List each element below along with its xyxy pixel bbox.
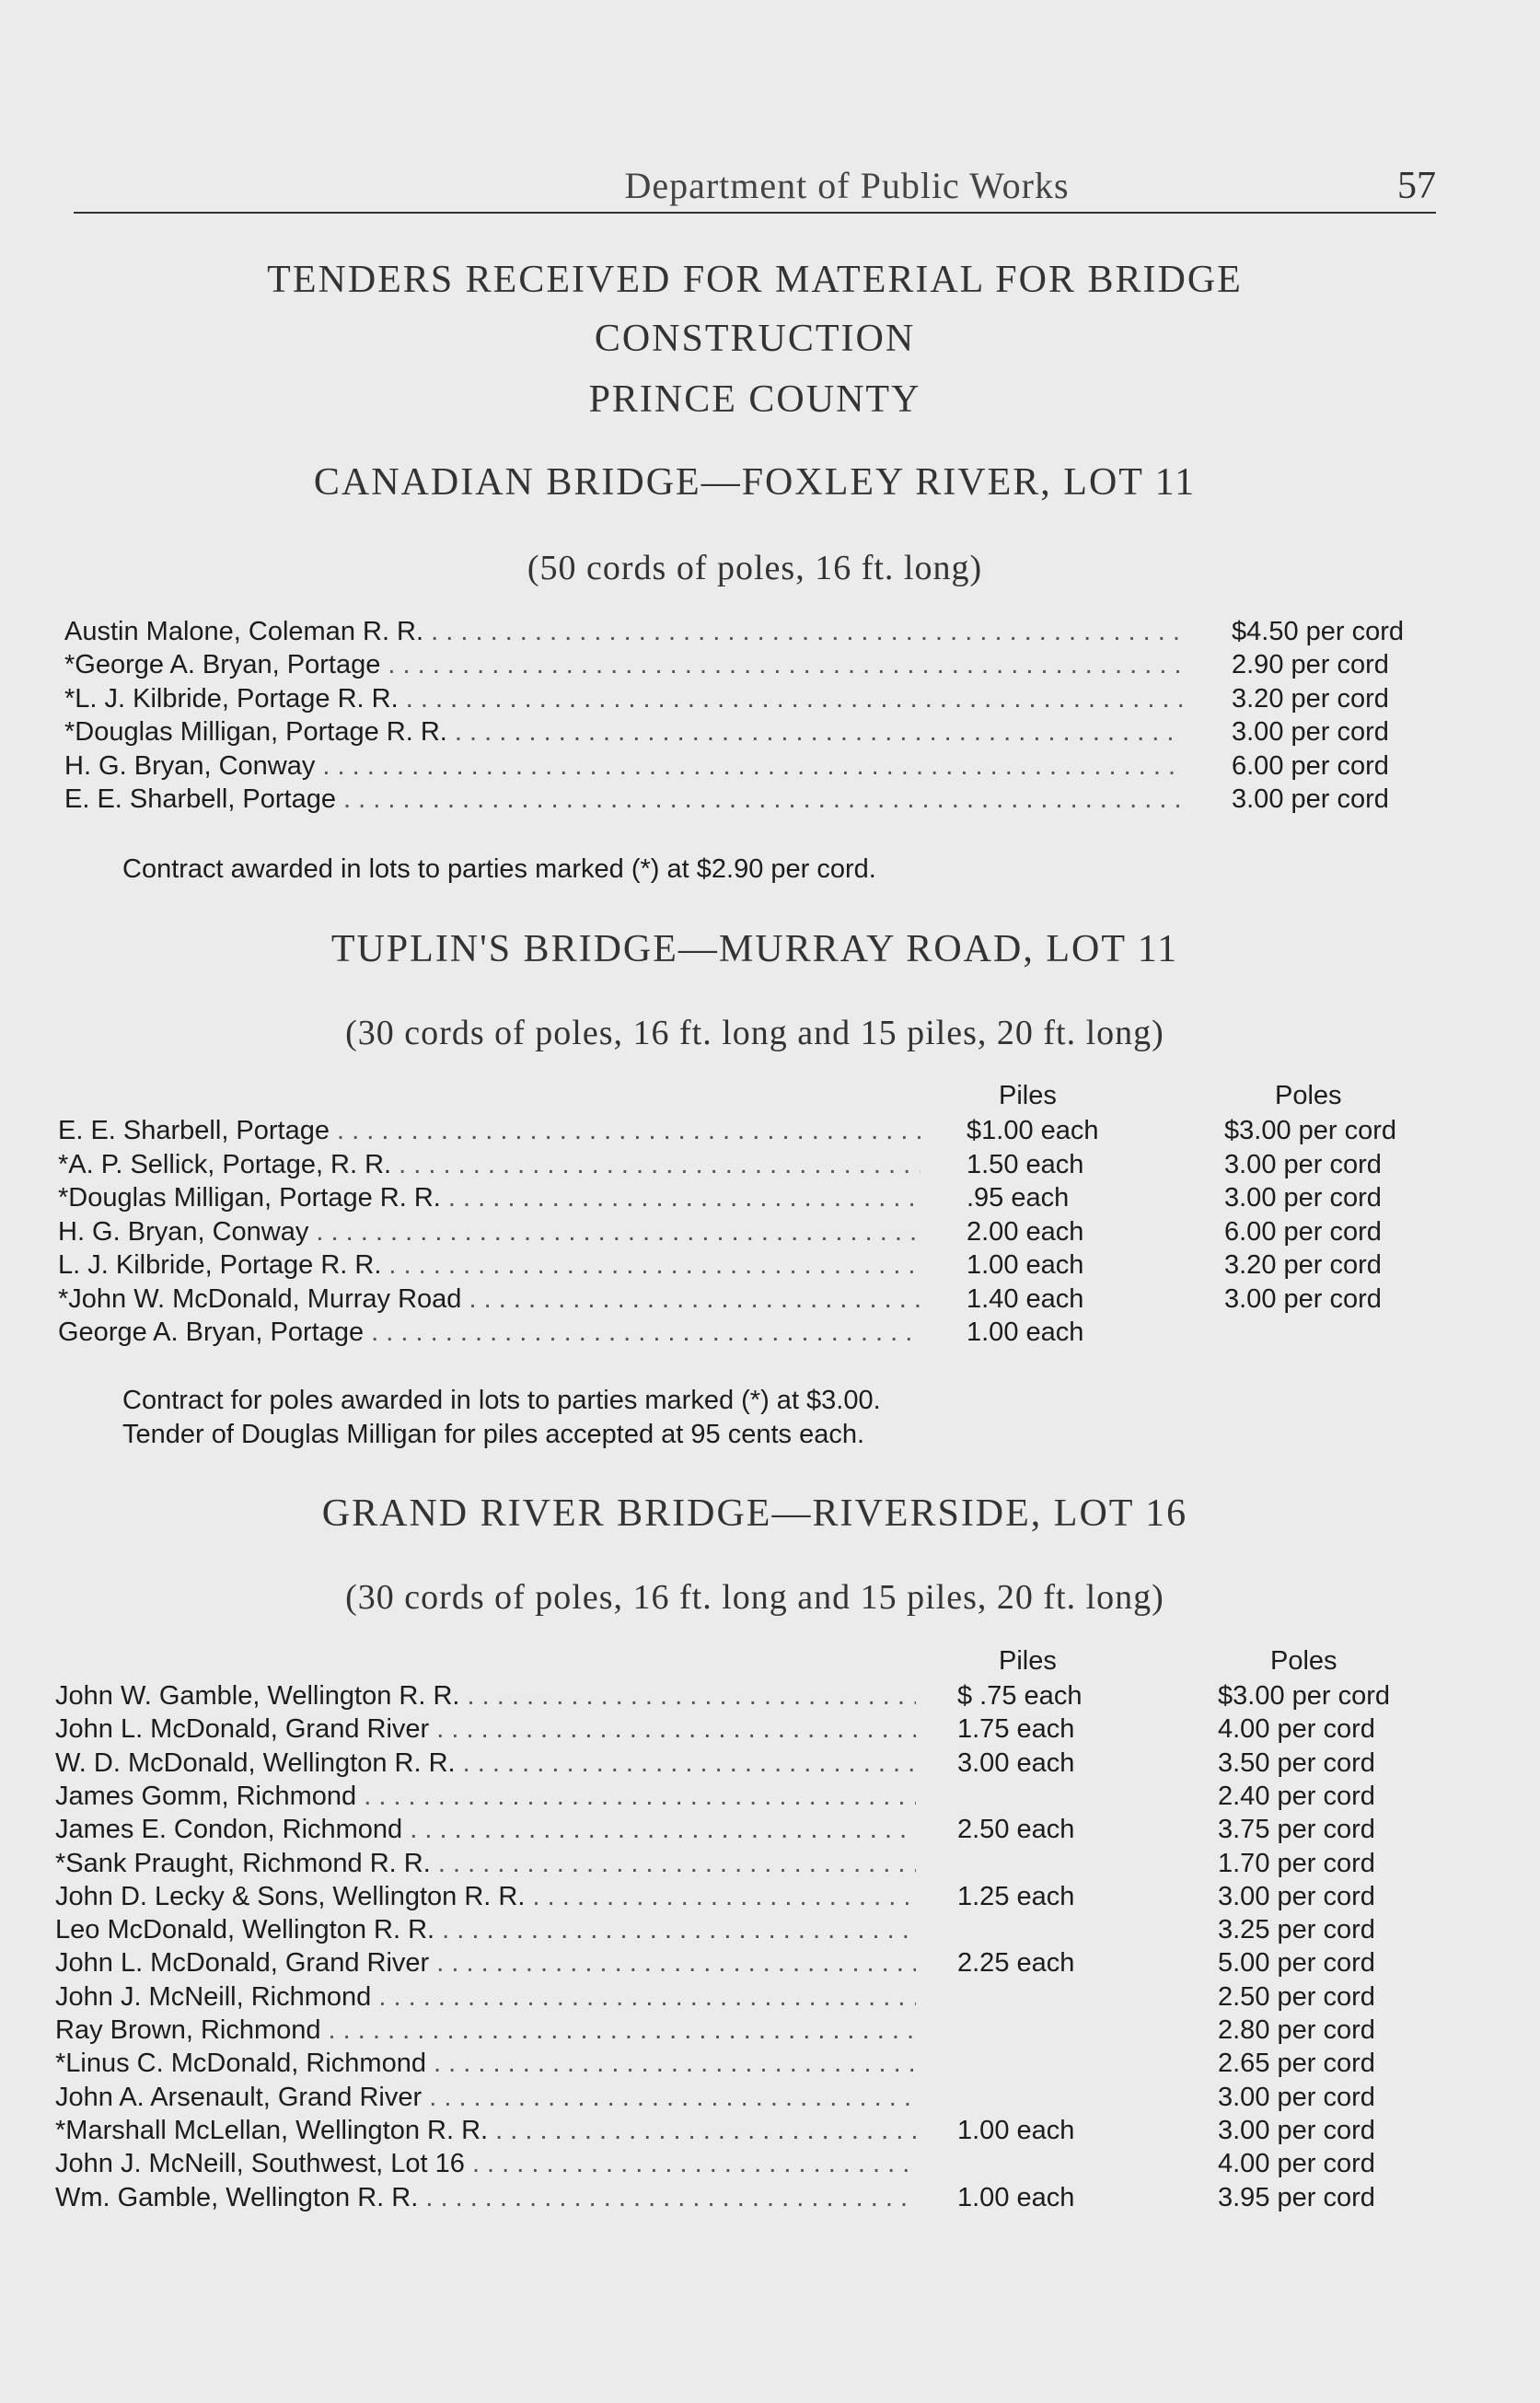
tender-row [0, 1714, 1540, 1747]
poles-price: 3.25 per cord [1218, 1915, 1375, 1945]
bidder-name: John W. Gamble, Wellington R. R. . . . [55, 1681, 916, 1712]
bidder-name: *Marshall McLellan, Wellington R. R. . . . [55, 2116, 916, 2146]
bidder-name: John D. Lecky & Sons, Wellington R. R. . . . [55, 1882, 916, 1912]
bidder-name: John J. McNeill, Southwest, Lot 16 . . . [55, 2149, 916, 2179]
piles-price: 1.25 each [957, 1881, 1075, 1911]
poles-price: 2.65 per cord [1218, 2049, 1375, 2079]
bidder-name: George A. Bryan, Portage . . . [58, 1318, 921, 1348]
bidder-name: John A. Arsenault, Grand River . . . [55, 2083, 916, 2113]
poles-price: 3.00 per cord [1218, 2115, 1375, 2145]
bidder-name: L. J. Kilbride, Portage R. R. . . . [58, 1250, 921, 1281]
piles-price: $ .75 each [957, 1681, 1083, 1711]
tender-row [0, 650, 1540, 683]
bidder-name: *John W. McDonald, Murray Road . . . [58, 1284, 921, 1315]
piles-price: 1.00 each [957, 2115, 1075, 2145]
tender-row [0, 2083, 1540, 2116]
piles-price: 3.00 each [957, 1747, 1075, 1778]
poles-price: 3.00 per cord [1218, 2082, 1375, 2112]
running-head [74, 164, 1436, 215]
poles-price: $4.50 per cord [1232, 617, 1405, 646]
poles-price: 3.20 per cord [1232, 683, 1389, 714]
poles-price: 5.00 per cord [1218, 1948, 1375, 1979]
bidder-name: James E. Condon, Richmond . . . [55, 1815, 916, 1845]
poles-price: 3.50 per cord [1218, 1747, 1375, 1778]
bidder-name: John L. McDonald, Grand River . . . [55, 1948, 916, 1979]
page-number: 57 [1397, 165, 1436, 207]
bidder-name: John J. McNeill, Richmond . . . [55, 1982, 916, 2013]
piles-price: .95 each [967, 1183, 1070, 1213]
piles-price: 1.00 each [967, 1250, 1084, 1280]
piles-price: 1.50 each [967, 1149, 1084, 1179]
poles-price: 3.00 per cord [1224, 1149, 1382, 1179]
bidder-name: *Sank Praught, Richmond R. R. . . . [55, 1849, 916, 1879]
county-heading: PRINCE COUNTY [588, 378, 921, 421]
poles-price: 2.80 per cord [1218, 2015, 1375, 2045]
piles-price: 2.00 each [967, 1216, 1084, 1247]
tender-row [0, 1849, 1540, 1882]
piles-price: 1.40 each [967, 1283, 1084, 1314]
poles-column-header: Poles [1270, 1646, 1337, 1676]
tender-row [0, 1982, 1540, 2015]
tender-row [0, 2116, 1540, 2149]
poles-price: 6.00 per cord [1232, 750, 1389, 781]
bidder-name: H. G. Bryan, Conway . . . [64, 751, 1183, 782]
contract-note: Contract for poles awarded in lots to parties marked (*) at $3.00. [122, 1386, 881, 1415]
bidder-name: H. G. Bryan, Conway . . . [58, 1217, 921, 1248]
tender-row [0, 1116, 1540, 1149]
piles-column-header: Piles [999, 1646, 1057, 1676]
tender-row [0, 2049, 1540, 2082]
tender-row [0, 1882, 1540, 1915]
section-title: TUPLIN'S BRIDGE—MURRAY ROAD, LOT 11 [330, 928, 1179, 970]
tender-row [0, 1250, 1540, 1283]
tender-row [0, 1183, 1540, 1216]
bidder-name: John L. McDonald, Grand River . . . [55, 1714, 916, 1745]
poles-price: 4.00 per cord [1218, 1714, 1375, 1745]
bidder-name: Wm. Gamble, Wellington R. R. . . . [55, 2183, 916, 2213]
main-title-line1: TENDERS RECEIVED FOR MATERIAL FOR BRIDGE [267, 259, 1243, 301]
tender-row [0, 1217, 1540, 1250]
bidder-name: *Linus C. McDonald, Richmond . . . [55, 2049, 916, 2079]
poles-price: 3.00 per cord [1232, 717, 1389, 748]
tender-row [0, 1284, 1540, 1318]
poles-price: 3.00 per cord [1232, 784, 1389, 814]
poles-price: 2.40 per cord [1218, 1781, 1375, 1811]
tender-row [0, 784, 1540, 818]
poles-price: 1.70 per cord [1218, 1848, 1375, 1878]
poles-price: 6.00 per cord [1224, 1216, 1382, 1247]
piles-price: 1.75 each [957, 1714, 1075, 1745]
bidder-name: *L. J. Kilbride, Portage R. R. . . . [64, 684, 1183, 714]
section-subtitle: (50 cords of poles, 16 ft. long) [527, 549, 983, 587]
bidder-name: *Douglas Milligan, Portage R. R. . . . [64, 717, 1183, 748]
section-subtitle: (30 cords of poles, 16 ft. long and 15 piles, 20 ft. long) [345, 1014, 1164, 1052]
tender-row [0, 617, 1540, 650]
bidder-name: W. D. McDonald, Wellington R. R. . . . [55, 1748, 916, 1779]
main-title [74, 250, 1436, 368]
poles-price: 3.00 per cord [1218, 1881, 1375, 1911]
piles-column-header: Piles [999, 1081, 1057, 1110]
poles-price: 2.90 per cord [1232, 650, 1389, 680]
section-title: GRAND RIVER BRIDGE—RIVERSIDE, LOT 16 [321, 1492, 1188, 1535]
piles-price: 2.50 each [957, 1815, 1075, 1845]
bidder-name: E. E. Sharbell, Portage . . . [64, 784, 1183, 815]
tender-row [0, 1915, 1540, 1948]
header-rule [74, 212, 1436, 214]
poles-price: 3.00 per cord [1224, 1283, 1382, 1314]
tender-row [0, 2015, 1540, 2049]
contract-note: Contract awarded in lots to parties marked (*) at $2.90 per cord. [122, 854, 876, 884]
poles-price: 4.00 per cord [1218, 2149, 1375, 2179]
tender-row [0, 717, 1540, 750]
piles-price: 1.00 each [957, 2182, 1075, 2212]
bidder-name: Leo McDonald, Wellington R. R. . . . [55, 1915, 916, 1945]
contract-note: Tender of Douglas Milligan for piles accepted at 95 cents each. [122, 1420, 865, 1449]
bidder-name: Austin Malone, Coleman R. R. . . . [64, 617, 1183, 647]
tender-row [0, 1318, 1540, 1351]
poles-price: $3.00 per cord [1224, 1116, 1397, 1145]
bidder-name: Ray Brown, Richmond . . . [55, 2015, 916, 2046]
bidder-name: *A. P. Sellick, Portage, R. R. . . . [58, 1150, 921, 1180]
bidder-name: *George A. Bryan, Portage . . . [64, 650, 1183, 680]
poles-column-header: Poles [1275, 1081, 1342, 1110]
bidder-name: E. E. Sharbell, Portage . . . [58, 1116, 921, 1146]
tender-row [0, 1748, 1540, 1782]
section-subtitle: (30 cords of poles, 16 ft. long and 15 piles, 20 ft. long) [345, 1578, 1164, 1617]
tender-row [0, 2183, 1540, 2216]
bidder-name: James Gomm, Richmond . . . [55, 1782, 916, 1812]
tender-row [0, 1681, 1540, 1714]
poles-price: 3.00 per cord [1224, 1183, 1382, 1213]
poles-price: $3.00 per cord [1218, 1681, 1391, 1711]
tender-row [0, 751, 1540, 784]
poles-price: 3.20 per cord [1224, 1250, 1382, 1280]
main-title-line2: CONSTRUCTION [594, 318, 916, 360]
running-head-title: Department of Public Works [624, 165, 1070, 206]
section-title: CANADIAN BRIDGE—FOXLEY RIVER, LOT 11 [313, 461, 1197, 504]
piles-price: 1.00 each [967, 1318, 1084, 1347]
tender-row [0, 1948, 1540, 1981]
piles-price: 2.25 each [957, 1948, 1075, 1979]
tender-row [0, 1782, 1540, 1815]
tender-row [0, 1815, 1540, 1848]
poles-price: 3.95 per cord [1218, 2182, 1375, 2212]
poles-price: 3.75 per cord [1218, 1815, 1375, 1845]
piles-price: $1.00 each [967, 1116, 1099, 1145]
tender-row [0, 684, 1540, 717]
tender-row [0, 2149, 1540, 2182]
tender-row [0, 1150, 1540, 1183]
poles-price: 2.50 per cord [1218, 1981, 1375, 2012]
bidder-name: *Douglas Milligan, Portage R. R. . . . [58, 1183, 921, 1213]
